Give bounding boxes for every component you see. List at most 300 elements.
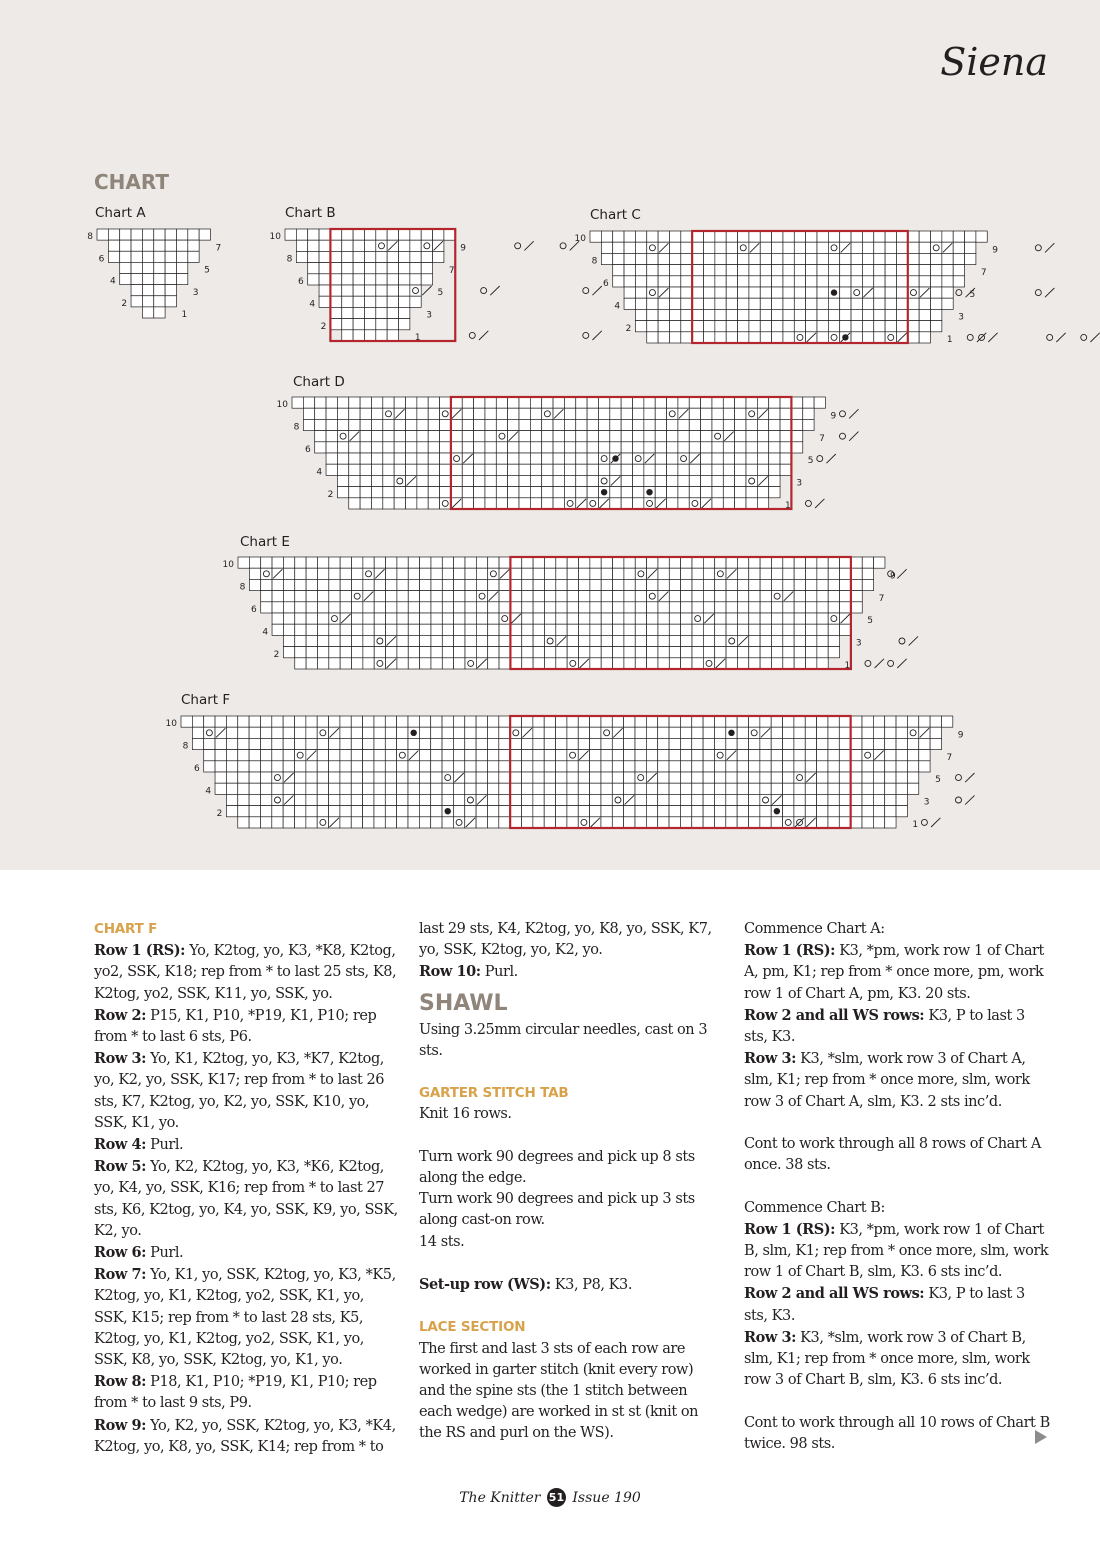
stitch-cell — [840, 321, 851, 332]
stitch-cell — [723, 464, 734, 475]
stitch-cell — [406, 397, 417, 408]
stitch-cell — [590, 591, 601, 602]
stitch-cell — [839, 783, 850, 794]
stitch-cell — [165, 229, 176, 240]
stitch-cell — [669, 579, 680, 590]
stitch-cell — [533, 579, 544, 590]
row-number-left: 6 — [602, 279, 609, 289]
stitch-cell — [704, 276, 715, 287]
stitch-cell — [476, 761, 487, 772]
stitch-cell — [578, 783, 589, 794]
stitch-cell — [771, 568, 782, 579]
stitch-cell — [295, 806, 306, 817]
stitch-cell — [578, 738, 589, 749]
stitch-cell — [487, 738, 498, 749]
stitch-cell — [723, 397, 734, 408]
stitch-cell — [462, 431, 473, 442]
stitch-cell — [601, 253, 612, 264]
stitch-cell — [658, 265, 669, 276]
stitch-cell — [737, 591, 748, 602]
stitch-cell — [386, 579, 397, 590]
stitch-cell — [737, 817, 748, 828]
stitch-cell — [942, 265, 953, 276]
stitch-cell — [757, 431, 768, 442]
stitch-cell — [188, 229, 199, 240]
stitch-cell — [726, 602, 737, 613]
stitch-cell — [465, 568, 476, 579]
stitch-cell — [465, 783, 476, 794]
stitch-cell — [771, 624, 782, 635]
stitch-cell — [633, 419, 644, 430]
stitch-cell — [919, 321, 930, 332]
stitch-cell — [410, 285, 421, 296]
stitch-cell — [553, 442, 564, 453]
stitch-cell — [576, 442, 587, 453]
row-text: K3, *pm, work row 1 of Chart A, pm, K1; rep from * once more, pm, work row 1 of Chart A, pm, K3. 20 sts. — [744, 943, 1044, 1002]
stitch-cell — [885, 265, 896, 276]
stitch-cell — [249, 727, 260, 738]
stitch-cell — [624, 568, 635, 579]
stitch-cell — [417, 408, 428, 419]
stitch-cell — [578, 727, 589, 738]
k2tog-symbol — [490, 286, 499, 295]
stitch-cell — [260, 716, 271, 727]
stitch-cell — [340, 750, 351, 761]
stitch-cell — [564, 453, 575, 464]
k2tog-symbol — [965, 773, 974, 782]
stitch-cell — [315, 419, 326, 430]
stitch-cell — [783, 242, 794, 253]
stitch-cell — [692, 568, 703, 579]
stitch-cell — [533, 716, 544, 727]
stitch-cell — [476, 647, 487, 658]
stitch-cell — [329, 761, 340, 772]
row-number-right: 3 — [426, 310, 432, 321]
stitch-cell — [387, 319, 398, 330]
stitch-cell — [667, 453, 678, 464]
stitch-cell — [579, 635, 590, 646]
stitch-cell — [360, 431, 371, 442]
stitch-cell — [442, 716, 453, 727]
stitch-cell — [612, 817, 623, 828]
stitch-cell — [840, 231, 851, 242]
row-label: Row 1 (RS): — [94, 942, 186, 960]
stitch-cell — [669, 738, 680, 749]
stitch-cell — [749, 332, 760, 343]
stitch-cell — [726, 624, 737, 635]
stitch-cell — [329, 772, 340, 783]
row-number-left: 6 — [250, 605, 257, 615]
stitch-cell — [499, 761, 510, 772]
stitch-cell — [533, 568, 544, 579]
stitch-cell — [749, 817, 760, 828]
stitch-cell — [633, 475, 644, 486]
stitch-cell — [519, 487, 530, 498]
stitch-cell — [383, 397, 394, 408]
stitch-cell — [567, 635, 578, 646]
stitch-cell — [794, 309, 805, 320]
stitch-cell — [260, 738, 271, 749]
stitch-cell — [828, 309, 839, 320]
stitch-cell — [410, 240, 421, 251]
stitch-cell — [828, 738, 839, 749]
stitch-cell — [394, 431, 405, 442]
stitch-cell — [828, 806, 839, 817]
stitch-cell — [510, 568, 521, 579]
stitch-cell — [408, 591, 419, 602]
stitch-cell — [669, 727, 680, 738]
stitch-cell — [352, 557, 363, 568]
stitch-cell — [238, 783, 249, 794]
stitch-cell — [519, 498, 530, 509]
stitch-cell — [587, 464, 598, 475]
stitch-cell — [655, 487, 666, 498]
stitch-cell — [329, 794, 340, 805]
stitch-cell — [680, 716, 691, 727]
k2tog-symbol — [422, 286, 431, 295]
stitch-cell — [453, 783, 464, 794]
stitch-cell — [544, 817, 555, 828]
stitch-cell — [598, 453, 609, 464]
stitch-cell — [601, 635, 612, 646]
stitch-cell — [771, 817, 782, 828]
commence-instructions — [744, 919, 1050, 1455]
stitch-cell — [454, 613, 465, 624]
stitch-cell — [771, 738, 782, 749]
stitch-cell — [564, 498, 575, 509]
row-number-left: 8 — [293, 422, 300, 433]
stitch-cell — [760, 817, 771, 828]
stitch-cell — [108, 240, 119, 251]
stitch-cell — [261, 557, 272, 568]
stitch-cell — [440, 419, 451, 430]
stitch-cell — [421, 251, 432, 262]
stitch-cell — [342, 240, 353, 251]
row-number-right: 1 — [785, 501, 791, 511]
stitch-cell — [647, 613, 658, 624]
stitch-cell — [499, 750, 510, 761]
stitch-cell — [612, 772, 623, 783]
stitch-cell — [771, 783, 782, 794]
stitch-cell — [476, 591, 487, 602]
row-number-left: 10 — [165, 719, 177, 730]
stitch-cell — [394, 498, 405, 509]
stitch-cell — [703, 817, 714, 828]
stitch-cell — [624, 231, 635, 242]
stitch-cell — [337, 419, 348, 430]
stitch-cell — [408, 817, 419, 828]
stitch-cell — [760, 794, 771, 805]
row-number-right: 7 — [215, 243, 222, 254]
stitch-cell — [681, 635, 692, 646]
stitch-cell — [440, 487, 451, 498]
stitch-cell — [386, 602, 397, 613]
stitch-cell — [397, 602, 408, 613]
stitch-cell — [681, 265, 692, 276]
stitch-cell — [794, 591, 805, 602]
stitch-cell — [590, 624, 601, 635]
chart-label: Chart D — [293, 374, 345, 390]
stitch-cell — [817, 794, 828, 805]
stitch-cell — [383, 419, 394, 430]
stitch-cell — [610, 431, 621, 442]
stitch-cell — [783, 806, 794, 817]
stitch-cell — [771, 579, 782, 590]
k2tog-symbol — [897, 569, 906, 578]
stitch-cell — [431, 635, 442, 646]
stitch-cell — [142, 307, 153, 318]
stitch-cell — [556, 579, 567, 590]
stitch-cell — [726, 772, 737, 783]
stitch-cell — [330, 274, 341, 285]
stitch-cell — [340, 794, 351, 805]
stitch-cell — [942, 287, 953, 298]
stitch-cell — [385, 738, 396, 749]
stitch-cell — [408, 783, 419, 794]
stitch-cell — [794, 783, 805, 794]
stitch-cell — [533, 624, 544, 635]
stitch-cell — [771, 750, 782, 761]
stitch-cell — [590, 794, 601, 805]
stitch-cell — [635, 806, 646, 817]
stitch-cell — [376, 229, 387, 240]
stitch-cell — [715, 602, 726, 613]
stitch-cell — [840, 568, 851, 579]
stitch-cell — [410, 251, 421, 262]
stitch-cell — [386, 624, 397, 635]
stitch-cell — [851, 772, 862, 783]
stitch-cell — [806, 253, 817, 264]
stitch-cell — [896, 287, 907, 298]
stitch-cell — [817, 761, 828, 772]
stitch-cell — [635, 557, 646, 568]
stitch-cell — [544, 727, 555, 738]
stitch-cell — [337, 397, 348, 408]
stitch-cell — [715, 613, 726, 624]
stitch-cell — [644, 475, 655, 486]
stitch-cell — [783, 783, 794, 794]
stitch-cell — [410, 296, 421, 307]
stitch-cell — [474, 453, 485, 464]
stitch-cell — [749, 772, 760, 783]
stitch-cell — [703, 738, 714, 749]
stitch-cell — [442, 591, 453, 602]
stitch-cell — [689, 397, 700, 408]
stitch-cell — [476, 602, 487, 613]
stitch-cell — [337, 453, 348, 464]
stitch-cell — [738, 265, 749, 276]
stitch-cell — [371, 487, 382, 498]
stitch-cell — [567, 647, 578, 658]
stitch-cell — [862, 568, 873, 579]
stitch-cell — [896, 298, 907, 309]
stitch-cell — [692, 750, 703, 761]
stitch-cell — [749, 647, 760, 658]
stitch-cell — [601, 658, 612, 669]
stitch-cell — [669, 624, 680, 635]
stitch-cell — [704, 309, 715, 320]
stitch-cell — [669, 647, 680, 658]
yarn-over-symbol — [1035, 245, 1041, 251]
stitch-cell — [340, 658, 351, 669]
stitch-cell — [465, 579, 476, 590]
stitch-cell — [519, 442, 530, 453]
stitch-cell — [726, 591, 737, 602]
stitch-cell — [658, 231, 669, 242]
stitch-cell — [533, 727, 544, 738]
row-number-left: 8 — [87, 232, 93, 243]
stitch-cell — [374, 602, 385, 613]
stitch-cell — [635, 321, 646, 332]
stitch-cell — [794, 647, 805, 658]
stitch-cell — [192, 716, 203, 727]
stitch-cell — [714, 772, 725, 783]
stitch-cell — [226, 761, 237, 772]
stitch-cell — [780, 408, 791, 419]
stitch-cell — [556, 761, 567, 772]
stitch-cell — [363, 624, 374, 635]
stitch-cell — [757, 442, 768, 453]
row-text: P15, K1, P10, *P19, K1, P10; rep from * to last 6 sts, P6. — [94, 1007, 377, 1046]
stitch-cell — [896, 772, 907, 783]
stitch-cell — [376, 240, 387, 251]
stitch-cell — [749, 253, 760, 264]
stitch-cell — [907, 716, 918, 727]
stitch-cell — [610, 397, 621, 408]
stitch-cell — [556, 783, 567, 794]
stitch-cell — [689, 498, 700, 509]
stitch-cell — [440, 464, 451, 475]
stitch-cell — [462, 442, 473, 453]
stitch-cell — [406, 431, 417, 442]
chart-f-row-1 — [94, 940, 398, 1005]
stitch-cell — [564, 397, 575, 408]
stitch-cell — [644, 498, 655, 509]
stitch-cell — [760, 242, 771, 253]
stitch-cell — [386, 568, 397, 579]
stitch-cell — [621, 431, 632, 442]
stitch-cell — [296, 240, 307, 251]
stitch-cell — [499, 716, 510, 727]
row-text: K3, *slm, work row 3 of Chart B, slm, K1; rep from * once more, slm, work row 3 of Chart B, slm, K3. 6 sts inc’d. — [744, 1329, 1030, 1389]
stitch-cell — [465, 772, 476, 783]
stitch-cell — [610, 419, 621, 430]
yarn-over-symbol — [955, 775, 961, 781]
stitch-cell — [712, 431, 723, 442]
stitch-cell — [885, 231, 896, 242]
stitch-cell — [907, 750, 918, 761]
stitch-cell — [760, 772, 771, 783]
stitch-cell — [383, 475, 394, 486]
stitch-cell — [840, 265, 851, 276]
stitch-cell — [419, 727, 430, 738]
stitch-cell — [462, 475, 473, 486]
stitch-cell — [487, 761, 498, 772]
stitch-cell — [817, 772, 828, 783]
lace-section-text: The first and last 3 sts of each row are worked in garter stitch (knit every row) and the spine sts (the 1 stitch between each wedge) are worked in st st (knit on the RS and purl on the WS). — [419, 1340, 699, 1442]
stitch-cell — [442, 750, 453, 761]
stitch-cell — [349, 408, 360, 419]
stitch-cell — [783, 287, 794, 298]
stitch-cell — [488, 647, 499, 658]
stitch-cell — [530, 487, 541, 498]
page-number: 51 — [547, 1488, 566, 1507]
stitch-cell — [296, 229, 307, 240]
stitch-cell — [340, 647, 351, 658]
stitch-cell — [760, 761, 771, 772]
row-number-left: 4 — [309, 299, 316, 310]
stitch-cell — [587, 498, 598, 509]
stitch-cell — [485, 397, 496, 408]
stitch-cell — [329, 647, 340, 658]
stitch-cell — [851, 750, 862, 761]
stitch-cell — [610, 408, 621, 419]
stitch-cell — [723, 487, 734, 498]
stitch-cell — [408, 557, 419, 568]
stitch-cell — [317, 761, 328, 772]
stitch-cell — [510, 716, 521, 727]
stitch-cell — [249, 738, 260, 749]
stitch-cell — [590, 647, 601, 658]
stitch-cell — [496, 397, 507, 408]
yarn-over-symbol — [865, 660, 871, 666]
stitch-cell — [374, 794, 385, 805]
stitch-cell — [896, 806, 907, 817]
stitch-cell — [260, 727, 271, 738]
stitch-cell — [295, 557, 306, 568]
stitch-cell — [885, 817, 896, 828]
stitch-cell — [635, 817, 646, 828]
stitch-cell — [433, 251, 444, 262]
stitch-cell — [783, 321, 794, 332]
stitch-cell — [420, 568, 431, 579]
stitch-cell — [587, 487, 598, 498]
stitch-cell — [508, 464, 519, 475]
stitch-cell — [885, 321, 896, 332]
stitch-cell — [624, 242, 635, 253]
stitch-cell — [714, 750, 725, 761]
chart-f-row-2 — [94, 1005, 398, 1048]
stitch-cell — [712, 475, 723, 486]
stitch-cell — [749, 309, 760, 320]
stitch-cell — [249, 783, 260, 794]
stitch-cell — [885, 738, 896, 749]
stitch-cell — [601, 591, 612, 602]
stitch-cell — [590, 772, 601, 783]
stitch-cell — [522, 738, 533, 749]
stitch-cell — [851, 321, 862, 332]
stitch-cell — [689, 408, 700, 419]
stitch-cell — [272, 738, 283, 749]
stitch-cell — [579, 557, 590, 568]
row-number-right: 5 — [969, 290, 976, 301]
stitch-cell — [272, 591, 283, 602]
stitch-cell — [451, 397, 462, 408]
stitch-cell — [749, 265, 760, 276]
stitch-cell — [862, 738, 873, 749]
stitch-cell — [794, 265, 805, 276]
stitch-cell — [771, 635, 782, 646]
stitch-cell — [667, 397, 678, 408]
stitch-cell — [295, 635, 306, 646]
setup-row — [419, 1274, 723, 1296]
stitch-cell — [451, 419, 462, 430]
stitch-cell — [120, 274, 131, 285]
stitch-cell — [839, 716, 850, 727]
stitch-cell — [406, 487, 417, 498]
stitch-cell — [601, 716, 612, 727]
stitch-cell — [692, 231, 703, 242]
